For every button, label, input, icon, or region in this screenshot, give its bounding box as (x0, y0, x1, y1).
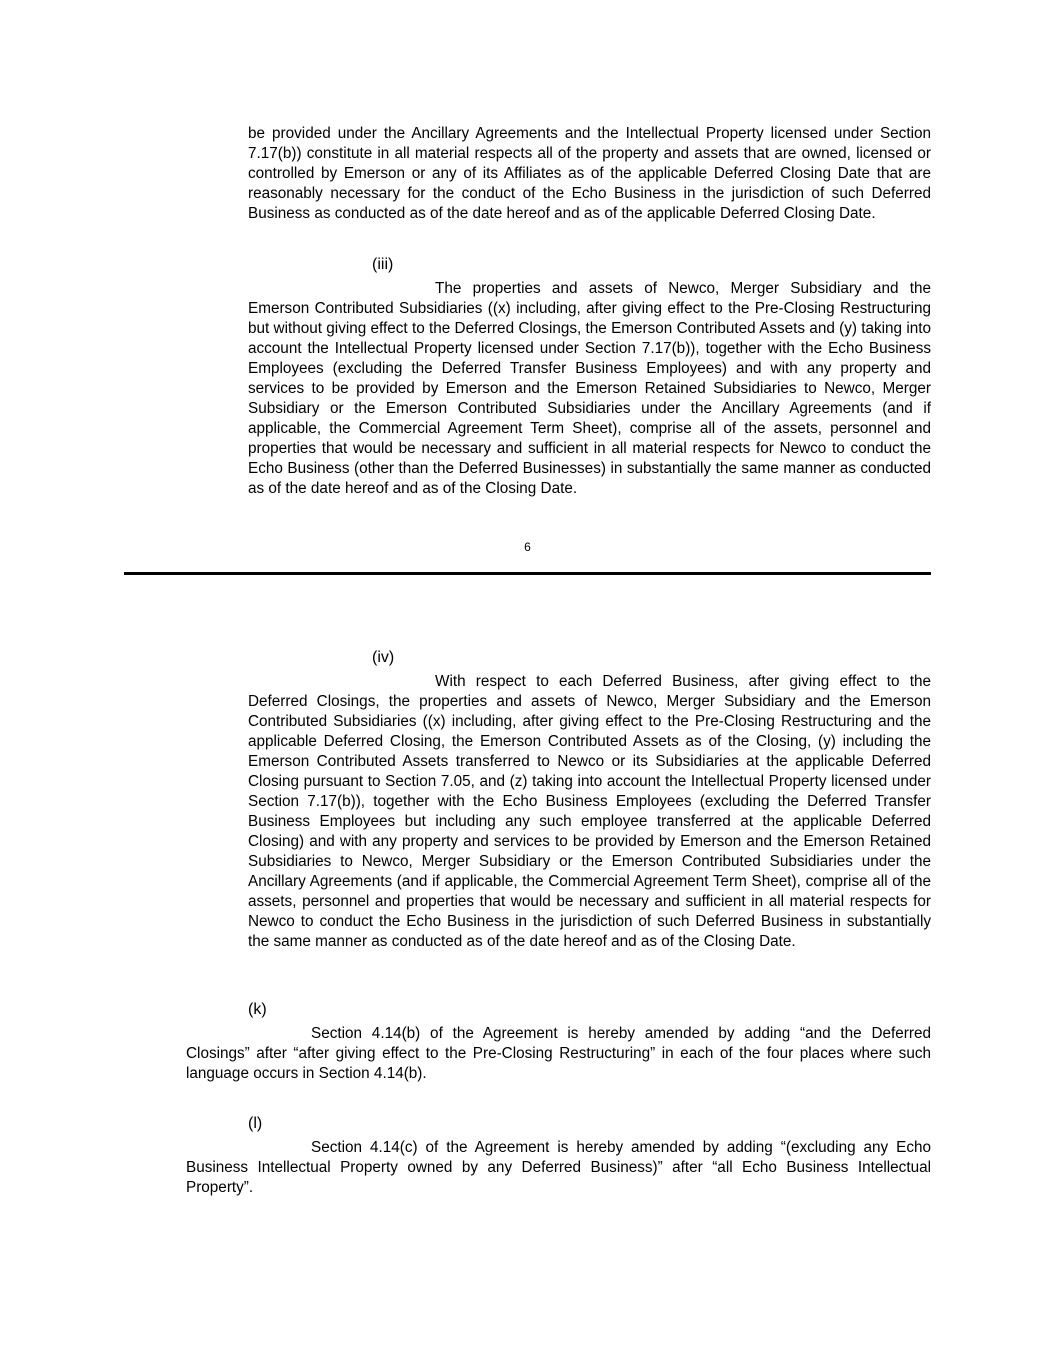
item-iii-text: The properties and assets of Newco, Merger Subsidiary and the Emerson Contributed Subsidiaries ((x) including, after giving effect to the Pre-Closing Restructuring but without giving effect to the Deferred Closings, the Emerson Contributed Assets and (y) taking into account the Intellectual Property licensed under Section 7.17(b)), together with the Echo Business Employees (excluding the Deferred Transfer Business Employees) and with any property and services to be provided by Emerson and the Emerson Retained Subsidiaries to Newco, Merger Subsidiary or the Emerson Contributed Subsidiaries under the Ancillary Agreements (and if applicable, the Commercial Agreement Term Sheet), comprise all of the assets, personnel and properties that would be necessary and sufficient in all material respects for Newco to conduct the Echo Business (other than the Deferred Businesses) in substantially the same manner as conducted as of the date hereof and as of the Closing Date. (248, 280, 931, 497)
continuation-paragraph (248, 124, 931, 224)
item-iii-marker: (iii) (372, 256, 394, 273)
item-k-marker: (k) (248, 1001, 267, 1018)
page-number: 6 (524, 540, 531, 554)
item-iii-paragraph (248, 279, 931, 499)
item-k-text: Section 4.14(b) of the Agreement is hereby amended by adding “and the Deferred Closings” after “after giving effect to the Pre-Closing Restructuring” in each of the four places where such language occurs in Section 4.14(b). (186, 1025, 931, 1082)
item-k-paragraph (186, 1024, 931, 1084)
item-iv-marker: (iv) (372, 649, 395, 666)
page-divider (124, 572, 931, 575)
item-iv-text: With respect to each Deferred Business, after giving effect to the Deferred Closings, the properties and assets of Newco, Merger Subsidiary and the Emerson Contributed Subsidiaries ((x) including, after giving effect to the Pre-Closing Restructuring and the applicable Deferred Closing, the Emerson Contributed Assets as of the Closing, (y) including the Emerson Contributed Assets transferred to Newco or its Subsidiaries at the applicable Deferred Closing pursuant to Section 7.05, and (z) taking into account the Intellectual Property licensed under Section 7.17(b)), together with the Echo Business Employees (excluding the Deferred Transfer Business Employees but including any such employee transferred at the applicable Deferred Closing) and with any property and services to be provided by Emerson and the Emerson Retained Subsidiaries to Newco, Merger Subsidiary or the Emerson Contributed Subsidiaries under the Ancillary Agreements (and if applicable, the Commercial Agreement Term Sheet), comprise all of the assets, personnel and properties that would be necessary and sufficient in all material respects for Newco to conduct the Echo Business in the jurisdiction of such Deferred Business in substantially the same manner as conducted as of the date hereof and as of the Closing Date. (248, 673, 931, 950)
item-l-text: Section 4.14(c) of the Agreement is hereby amended by adding “(excluding any Echo Business Intellectual Property owned by any Deferred Business)” after “all Echo Business Intellectual Property”. (186, 1139, 931, 1196)
item-iv-paragraph (248, 672, 931, 952)
item-l-marker: (l) (248, 1115, 263, 1132)
item-l-paragraph (186, 1138, 931, 1198)
continuation-text: be provided under the Ancillary Agreements and the Intellectual Property licensed under Section 7.17(b)) constitute in all material respects all of the property and assets that are owned, licensed or controlled by Emerson or any of its Affiliates as of the applicable Deferred Closing Date that are reasonably necessary for the conduct of the Echo Business in the jurisdiction of such Deferred Business as conducted as of the date hereof and as of the applicable Deferred Closing Date. (248, 125, 931, 222)
